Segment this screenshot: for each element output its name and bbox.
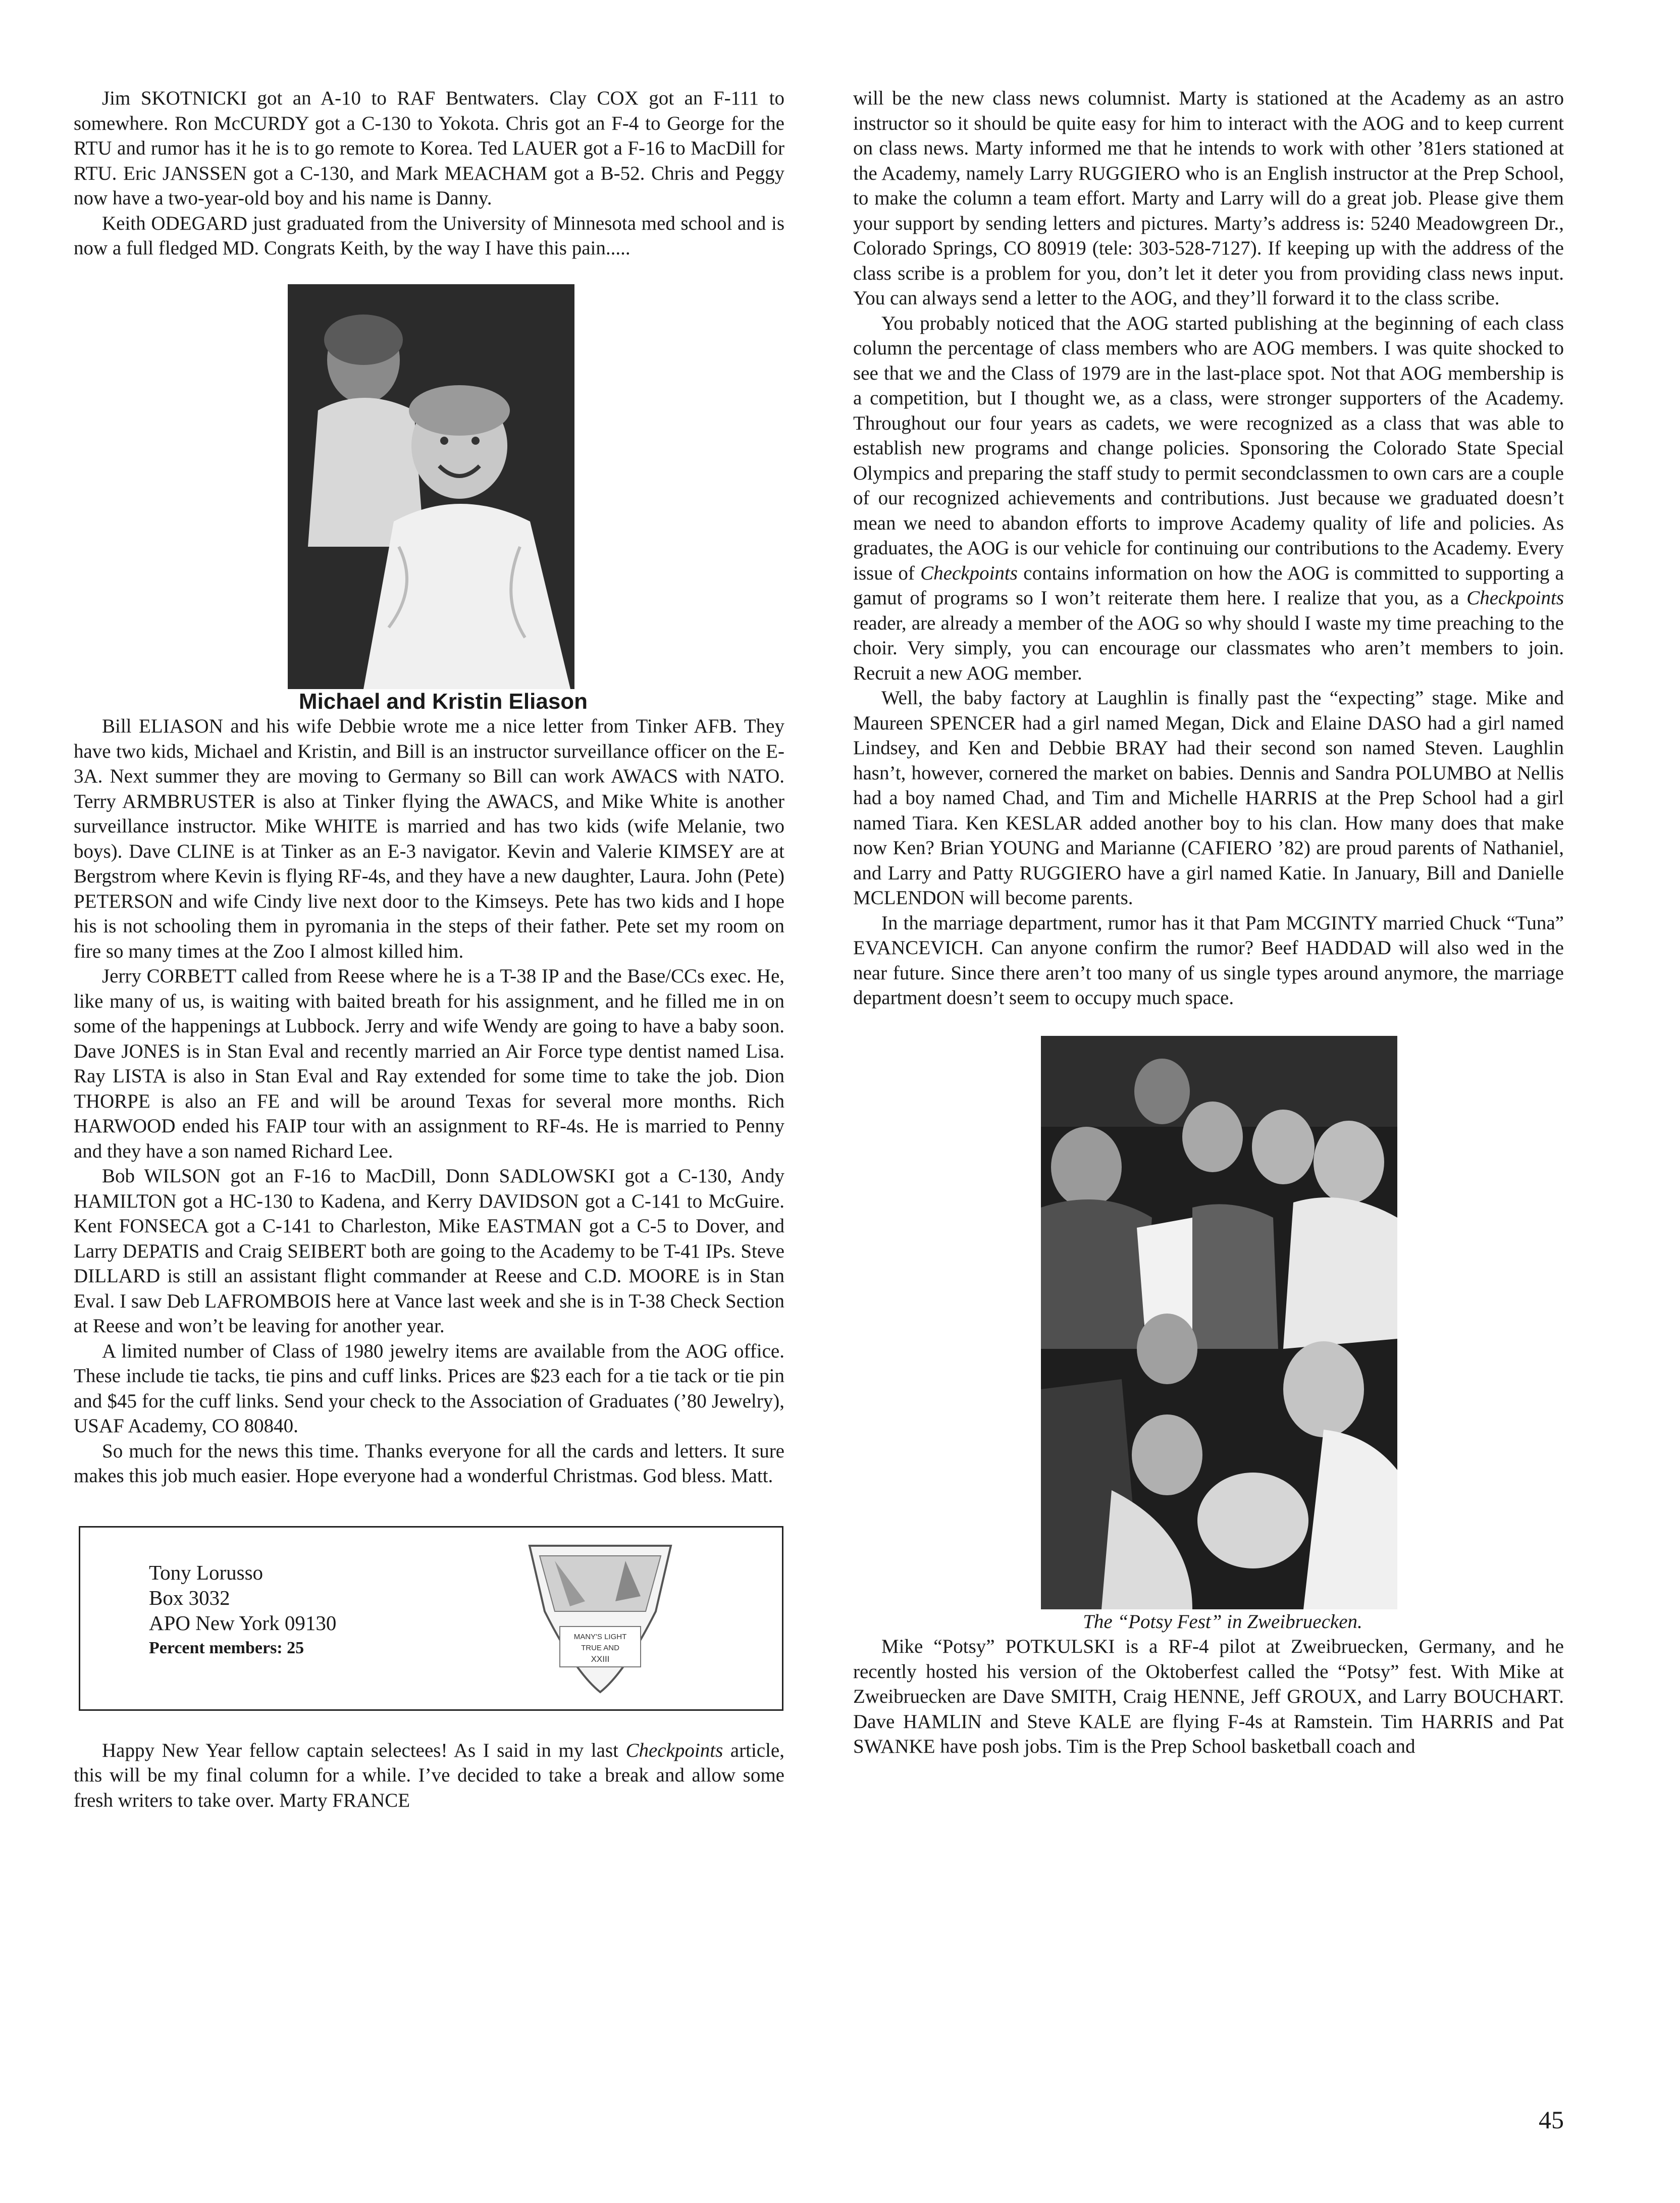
potsy-fest-photo <box>1041 1036 1397 1609</box>
address-line: APO New York 09130 <box>149 1611 337 1635</box>
crest-motto-line: TRUE AND <box>581 1643 619 1652</box>
class-crest-icon <box>524 1541 676 1696</box>
scribe-name: Tony Lorusso <box>149 1560 264 1584</box>
right-column <box>853 86 1564 1759</box>
paragraph: Keith ODEGARD just graduated from the University of Minnesota med school and is now a full fledged MD. Congrats Keith, by the way I have this pain..... <box>74 212 784 259</box>
paragraph: Happy New Year fellow captain selectees! As I said in my last Checkpoints article, this will be my final column for a while. I’ve decided to take a break and allow some fresh writers to take over. Marty FRANCE <box>74 1739 784 1811</box>
paragraph: Well, the baby factory at Laughlin is finally past the “expecting” stage. Mike and Maureen SPENCER had a girl named Megan, Dick and Elaine DASO had a girl named Lindsey, and Ken and Debbie BRAY had their second son named Steven. Laughlin hasn’t, however, cornered the market on babies. Dennis and Sandra POLUMBO at Nellis had a boy named Chad, and Tim and Michelle HARRIS at the Prep School had a girl named Tiara. Ken KESLAR added another boy to his clan. How many does that make now Ken? Brian YOUNG and Marianne (CAFIERO ’82) are proud parents of Nathaniel, and Larry and Patty RUGGIERO have a girl named Katie. In January, Bill and Danielle MCLENDON will become parents. <box>853 687 1564 909</box>
paragraph: A limited number of Class of 1980 jewelry items are available from the AOG office. These include tie tacks, tie pins and cuff links. Prices are $23 each for a tie tack or tie pin and $45 for the cuff links. Send your check to the Association of Graduates (’80 Jewelry), USAF Academy, CO 80840. <box>74 1340 784 1437</box>
percent-members: Percent members: 25 <box>149 1638 304 1657</box>
crest-motto-line: MANY'S LIGHT <box>573 1632 627 1641</box>
paragraph: Mike “Potsy” POTKULSKI is a RF-4 pilot at Zweibruecken, Germany, and he recently hosted his version of the Oktoberfest called the “Potsy” fest. With Mike at Zweibruecken are Dave SMITH, Craig HENNE, Jeff GROUX, and Larry BOUCHART. Dave HAMLIN and Steve KALE are flying F-4s at Ramstein. Tim HARRIS and Pat SWANKE have posh jobs. Tim is the Prep School basketball coach and <box>853 1636 1564 1757</box>
paragraph: Jim SKOTNICKI got an A-10 to RAF Bentwaters. Clay COX got an F-111 to somewhere. Ron McCURDY got a C-130 to Yokota. Chris got an F-4 to George for the RTU and rumor has it he is to go remote to Korea. Ted LAUER got a F-16 to MacDill for RTU. Eric JANSSEN got a C-130, and Mark MEACHAM got a B-52. Chris and Peggy now have a two-year-old boy and his name is Danny. <box>74 87 784 209</box>
address-block <box>149 1560 336 1661</box>
address-line: Box 3032 <box>149 1586 230 1609</box>
left-column <box>74 86 784 1813</box>
eliason-children-photo <box>288 284 574 689</box>
page-number: 45 <box>1539 2106 1564 2134</box>
paragraph: You probably noticed that the AOG started publishing at the beginning of each class column the percentage of class members who are AOG members. I was quite shocked to see that we and the Class of 1979 are in the last-place spot. Not that AOG membership is a competition, but I thought we, as a class, were stronger supporters of the Academy. Throughout our four years as cadets, we were recognized as a class that was able to establish new programs and change policies. Sponsoring the Colorado State Special Olympics and preparing the staff study to permit secondclassmen to own cars are a couple of our recognized achievements and contributions. Just because we graduated doesn’t mean we need to abandon efforts to improve Academy quality of life and policies. As graduates, the AOG is our vehicle for continuing our contributions to the Academy. Every issue of Checkpoints contains information on how the AOG is committed to supporting a gamut of programs so I won’t reiterate them here. I realize that you, as a Checkpoints reader, are already a member of the AOG so why should I waste my time preaching to the choir. Very simply, you can encourage our classmates who aren’t members to join. Recruit a new AOG member. <box>853 312 1564 684</box>
paragraph: will be the new class news columnist. Marty is stationed at the Academy as an astro instructor so it should be quite easy for him to interact with the AOG and to keep current on class news. Marty informed me that he intends to work with other ’81ers stationed at the Academy, namely Larry RUGGIERO who is an English instructor at the Prep School, to make the column a team effort. Marty and Larry will do a great job. Please give them your support by sending letters and pictures. Marty’s address is: 5240 Meadowgreen Dr., Colorado Springs, CO 80919 (tele: 303-528-7127). If keeping up with the address of the class scribe is a problem for you, don’t let it deter you from providing class news input. You can always send a letter to the AOG, and they’ll forward it to the class scribe. <box>853 87 1564 309</box>
paragraph: So much for the news this time. Thanks everyone for all the cards and letters. It sure makes this job much easier. Hope everyone had a wonderful Christmas. God bless. Matt. <box>74 1440 784 1487</box>
photo-caption: Michael and Kristin Eliason <box>298 689 588 714</box>
class-scribe-address-box <box>79 1526 783 1711</box>
paragraph: Bill ELIASON and his wife Debbie wrote me a nice letter from Tinker AFB. They have two kids, Michael and Kristin, and Bill is an instructor surveillance officer on the E-3A. Next summer they are moving to Germany so Bill can work AWACS with NATO. Terry ARMBRUSTER is also at Tinker flying the AWACS, and Mike White is another surveillance instructor. Mike WHITE is married and has two kids (wife Melanie, two boys). Dave CLINE is at Tinker as an E-3 navigator. Kevin and Valerie KIMSEY are at Bergstrom where Kevin is flying RF-4s, and they have a new daughter, Laura. John (Pete) PETERSON and wife Cindy live next door to the Kimseys. Pete has two kids and I hope his is not schooling them in pyromania in the steps of their father. Pete set my room on fire so many times at the Zoo I almost killed him. <box>74 715 784 962</box>
crest-motto-line: XXIII <box>591 1654 610 1664</box>
paragraph: Jerry CORBETT called from Reese where he is a T-38 IP and the Base/CCs exec. He, like many of us, is waiting with baited breath for his assignment, and he filled me in on some of the happenings at Lubbock. Jerry and wife Wendy are going to have a baby soon. Dave JONES is in Stan Eval and recently married an Air Force type dentist named Lisa. Ray LISTA is also in Stan Eval and Ray extended for some time to take the job. Dion THORPE is also an FE and will be around Texas for several more months. Rich HARWOOD ended his FAIP tour with an assignment to RF-4s. He is married to Penny and they have a son named Richard Lee. <box>74 965 784 1162</box>
paragraph: Bob WILSON got an F-16 to MacDill, Donn SADLOWSKI got a C-130, Andy HAMILTON got a HC-130 to Kadena, and Kerry DAVIDSON got a C-141 to McGuire. Kent FONSECA got a C-141 to Charleston, Mike EASTMAN got a C-5 to Dover, and Larry DEPATIS and Craig SEIBERT both are going to the Academy to be T-41 IPs. Steve DILLARD is still an assistant flight commander at Reese and C.D. MOORE is in Stan Eval. I saw Deb LAFROMBOIS here at Vance last week and she is in T-38 Check Section at Reese and won’t be leaving for another year. <box>74 1165 784 1337</box>
photo-caption: The “Potsy Fest” in Zweibruecken. <box>1083 1610 1362 1633</box>
paragraph: In the marriage department, rumor has it that Pam MCGINTY married Chuck “Tuna” EVANCEVICH. Can anyone confirm the rumor? Beef HADDAD will also wed in the near future. Since there aren’t too many of us single types around anymore, the marriage department doesn’t seem to occupy much space. <box>853 912 1564 1009</box>
